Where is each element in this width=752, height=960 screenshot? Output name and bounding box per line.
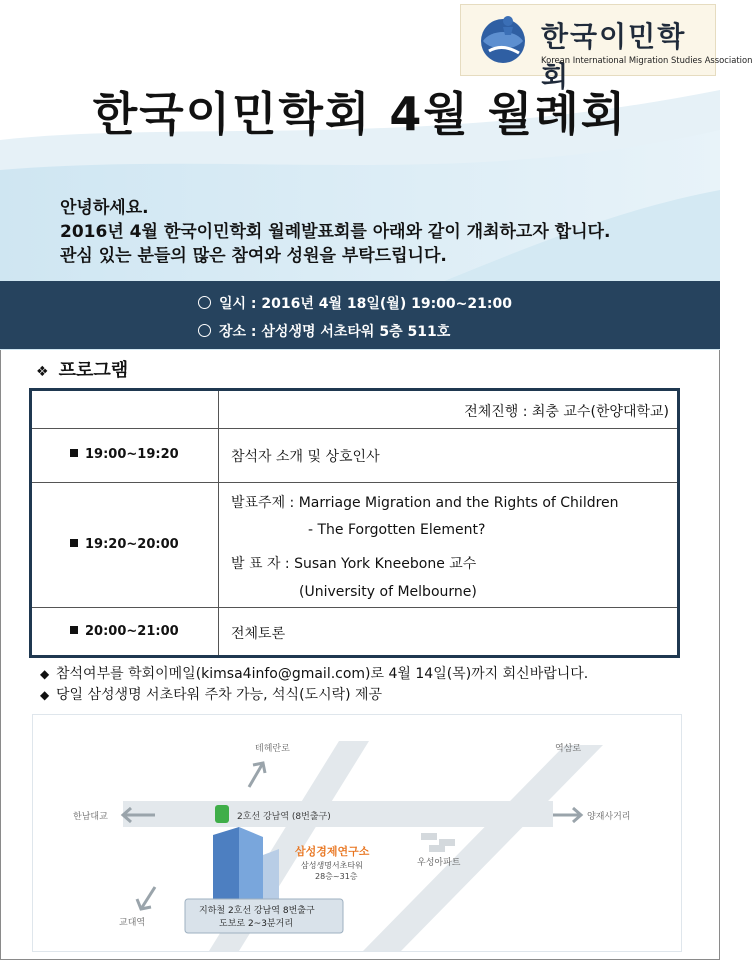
session-text: 참석자 소개 및 상호인사 (231, 449, 380, 465)
event-date-text: 일시 : 2016년 4월 18일(월) 19:00~21:00 (219, 296, 512, 312)
session-text: 전체토론 (231, 626, 286, 642)
time-text: 19:20~20:00 (85, 537, 179, 552)
circle-bullet-icon (198, 324, 211, 337)
diamond-bullet-icon: ◆ (40, 688, 50, 702)
globe-logo-icon (475, 11, 531, 67)
table-row (32, 483, 677, 608)
label-floors: 28층~31층 (315, 872, 358, 881)
event-place-text: 장소 : 삼성생명 서초타워 5층 511호 (219, 324, 451, 340)
building-side (239, 827, 263, 905)
circle-bullet-icon (198, 296, 211, 309)
building-annex (263, 849, 279, 905)
logo-name-en: Korean International Migration Studies Association (541, 55, 752, 65)
time-slot (70, 537, 179, 552)
event-place (198, 321, 450, 341)
note-item (40, 664, 588, 685)
intro-line-2: 관심 있는 분들의 많은 참여와 성원을 부탁드립니다. (60, 246, 447, 266)
label-yeoksam: 역삼로 (555, 744, 582, 754)
page-title: 한국이민학회 4월 월례회 (92, 87, 628, 141)
label-tower: 삼성생명서초타워 (301, 861, 363, 870)
label-gyodae: 교대역 (119, 918, 146, 928)
note-text: 참석여부를 학회이메일(kimsa4info@gmail.com)로 4월 14일(목)까지 회신바랍니다. (56, 666, 589, 682)
label-hannam: 한남대교 (73, 812, 108, 822)
time-slot (70, 447, 179, 462)
notes-list (40, 664, 588, 706)
time-cell (32, 608, 219, 655)
note-item (40, 685, 588, 706)
time-slot (70, 624, 179, 639)
apartment-icon (421, 833, 455, 852)
event-details-band (0, 281, 720, 349)
label-yangjae: 양재사거리 (587, 812, 631, 822)
diamond-bullet-icon: ❖ (36, 364, 49, 380)
square-bullet-icon (70, 626, 78, 634)
building-icon (213, 827, 239, 909)
diamond-bullet-icon: ◆ (40, 667, 50, 681)
label-teheran: 테헤란로 (255, 744, 290, 754)
intro-text (60, 196, 610, 268)
subway-note-2: 도보로 2~3분거리 (219, 919, 294, 929)
moderator-text: 전체진행 : 최충 교수(한양대학교) (464, 404, 669, 420)
time-cell (32, 429, 219, 482)
table-row-moderator (32, 391, 677, 429)
table-cell-empty (32, 391, 219, 428)
program-table (29, 388, 680, 658)
square-bullet-icon (70, 449, 78, 457)
subway-icon (215, 805, 229, 823)
program-heading (36, 356, 128, 382)
time-cell (32, 483, 219, 607)
table-row (32, 608, 677, 655)
presentation-topic: 발표주제 : Marriage Migration and the Rights of Children (231, 495, 619, 511)
location-map (32, 714, 682, 952)
table-row (32, 429, 677, 483)
square-bullet-icon (70, 539, 78, 547)
presenter-affiliation: (University of Melbourne) (299, 584, 477, 600)
road-yeoksam (363, 745, 603, 951)
label-institute: 삼성경제연구소 (295, 845, 370, 858)
intro-greeting: 안녕하세요. (60, 198, 149, 218)
presentation-subtitle: - The Forgotten Element? (308, 522, 486, 538)
note-text: 당일 삼성생명 서초타워 주차 가능, 석식(도시락) 제공 (56, 687, 383, 703)
logo (460, 4, 752, 93)
logo-name-ko: 한국이민학회 (541, 20, 687, 93)
time-text: 19:00~19:20 (85, 447, 179, 462)
program-heading-text: 프로그램 (58, 360, 129, 381)
event-date (198, 293, 512, 313)
time-text: 20:00~21:00 (85, 624, 179, 639)
label-line2: 2호선 강남역 (8번출구) (237, 812, 331, 822)
intro-line-1: 2016년 4월 한국이민학회 월례발표회를 아래와 같이 개최하고자 합니다. (60, 222, 611, 242)
presenter: 발 표 자 : Susan York Kneebone 교수 (231, 556, 477, 572)
map-drawing (33, 715, 681, 951)
label-apt: 우성아파트 (417, 858, 461, 868)
subway-note-1: 지하철 2호선 강남역 8번출구 (199, 906, 315, 916)
